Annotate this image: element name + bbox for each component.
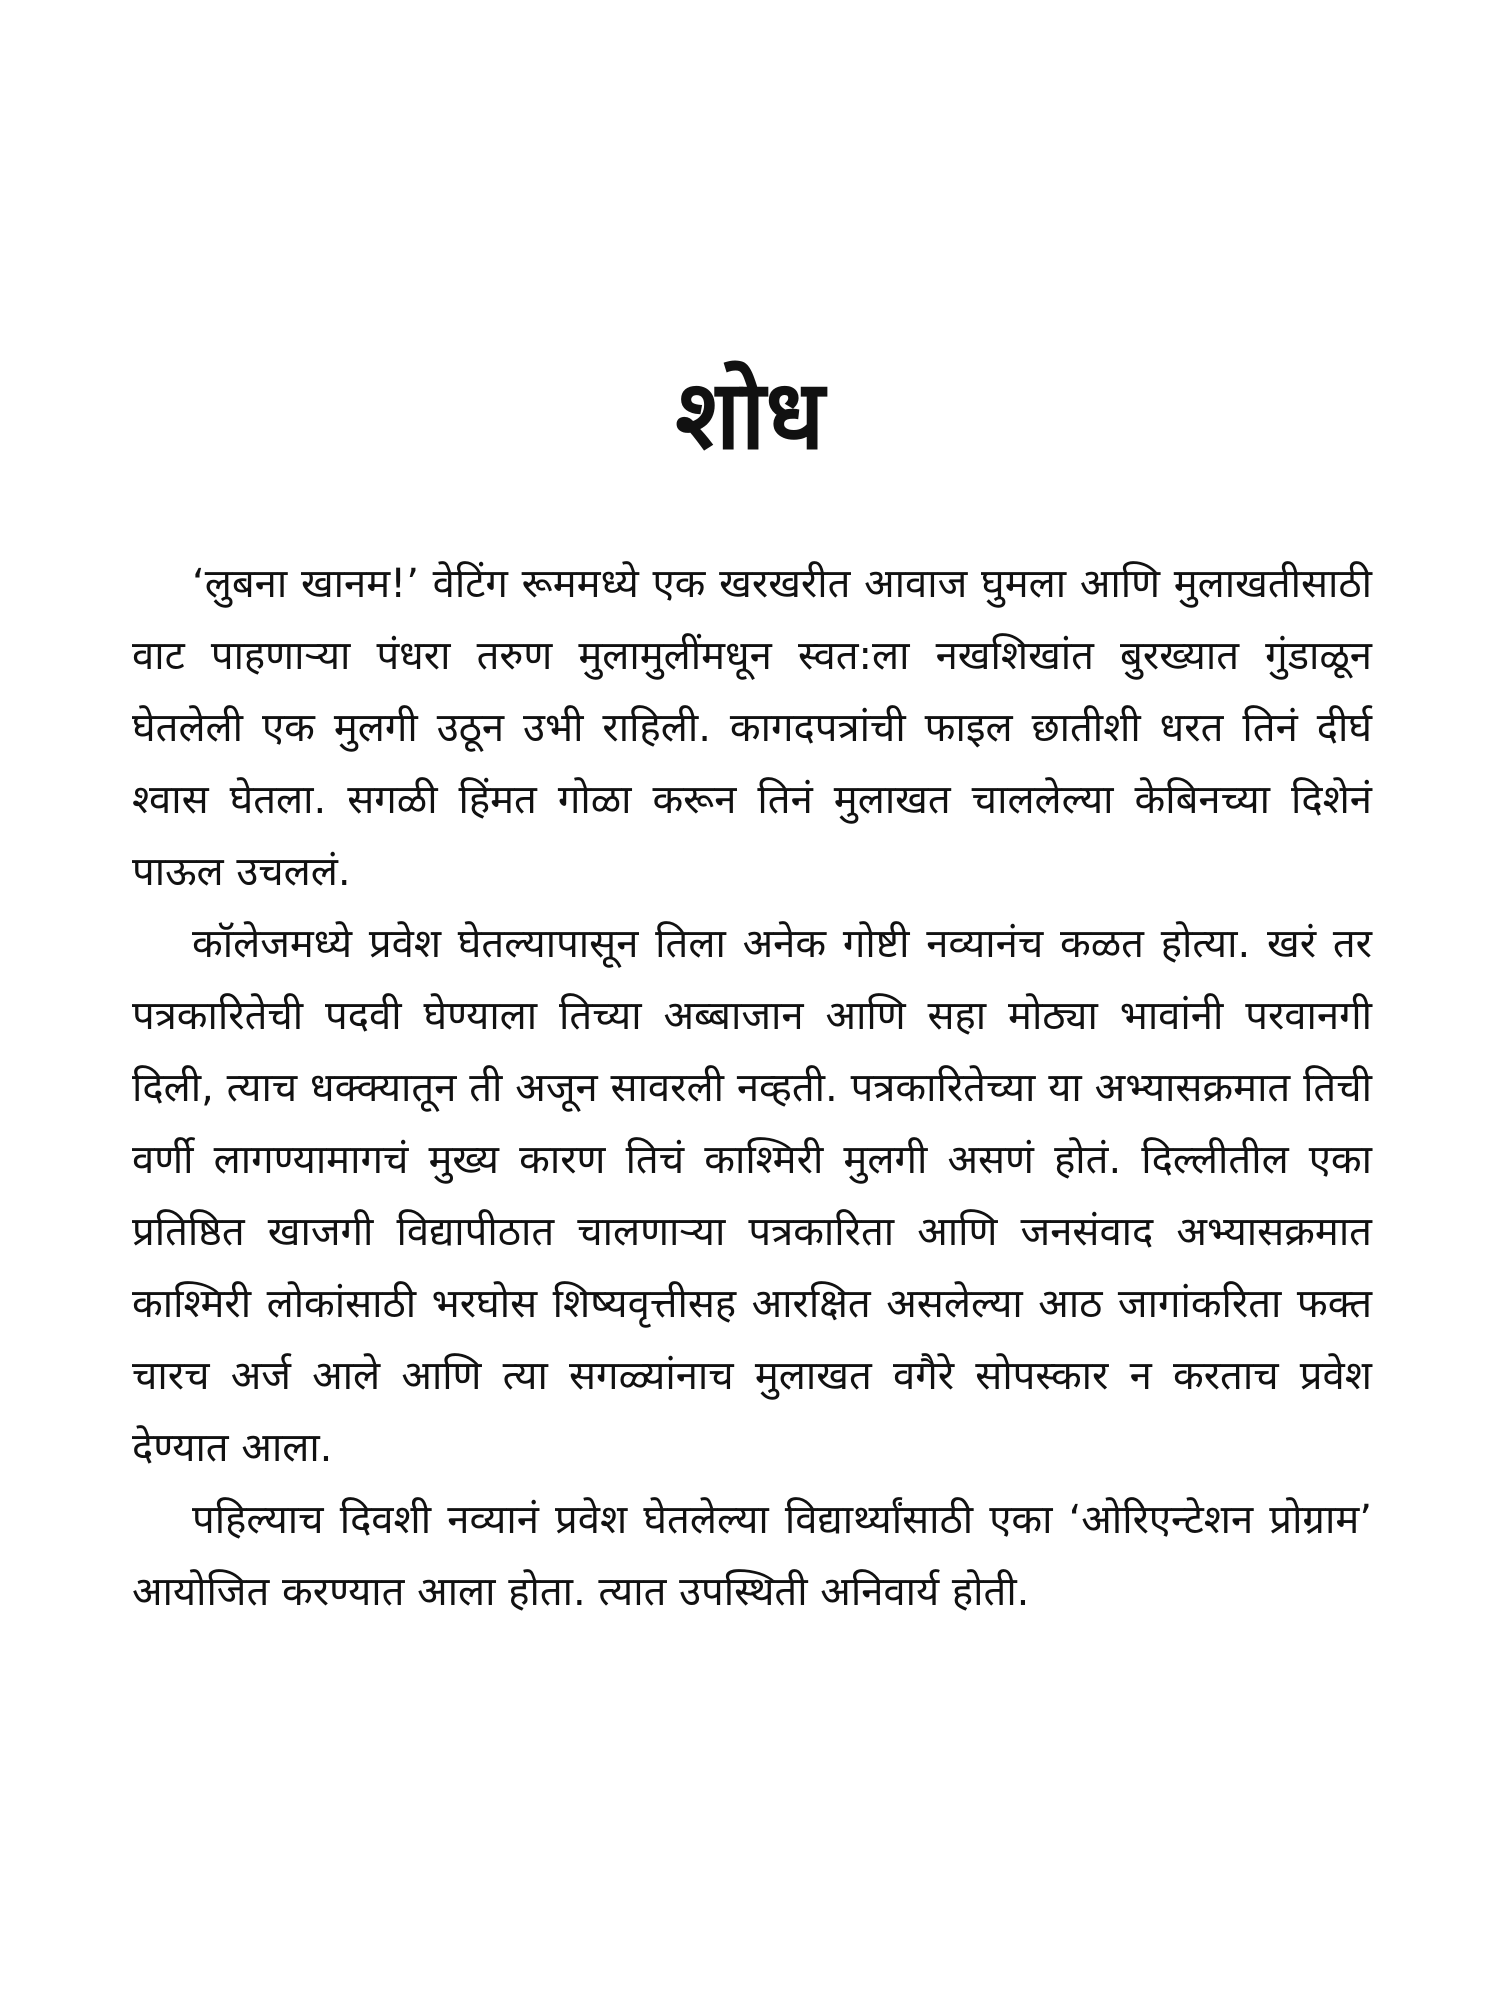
paragraph: कॉलेजमध्ये प्रवेश घेतल्यापासून तिला अनेक गोष्टी नव्यानंच कळत होत्या. खरं तर पत्रकारितेची पदवी घेण्याला तिच्या अब्बाजान आणि सहा मोठ्या भावांनी परवानगी दिली, त्याच धक्क्यातून ती अजून सावरली नव्हती. पत्रकारितेच्या या अभ्यासक्रमात तिची वर्णी लागण्यामागचं मुख्य कारण तिचं काश्मिरी मुलगी असणं होतं. दिल्लीतील एका प्रतिष्ठित खाजगी विद्यापीठात चालणाऱ्या पत्रकारिता आणि जनसंवाद अभ्यासक्रमात काश्मिरी लोकांसाठी भरघोस शिष्यवृत्तीसह आरक्षित असलेल्या आठ जागांकरिता फक्त चारच अर्ज आले आणि त्या सगळ्यांनाच मुलाखत वगैरे सोपस्कार न करताच प्रवेश देण्यात आला. (132, 921, 1372, 1471)
paragraph: पहिल्याच दिवशी नव्यानं प्रवेश घेतलेल्या विद्यार्थ्यांसाठी एका ‘ओरिएन्टेशन प्रोग्राम’ आयोजित करण्यात आला होता. त्यात उपस्थिती अनिवार्य होती. (132, 1497, 1372, 1615)
paragraph: ‘लुबना खानम!’ वेटिंग रूममध्ये एक खरखरीत आवाज घुमला आणि मुलाखतीसाठी वाट पाहणाऱ्या पंधरा तरुण मुलामुलींमधून स्वत:ला नखशिखांत बुरख्यात गुंडाळून घेतलेली एक मुलगी उठून उभी राहिली. कागदपत्रांची फाइल छातीशी धरत तिनं दीर्घ श्वास घेतला. सगळी हिंमत गोळा करून तिनं मुलाखत चाललेल्या केबिनच्या दिशेनं पाऊल उचललं. (132, 561, 1372, 895)
chapter-body (132, 548, 1372, 1628)
chapter-title: शोध (675, 359, 825, 471)
